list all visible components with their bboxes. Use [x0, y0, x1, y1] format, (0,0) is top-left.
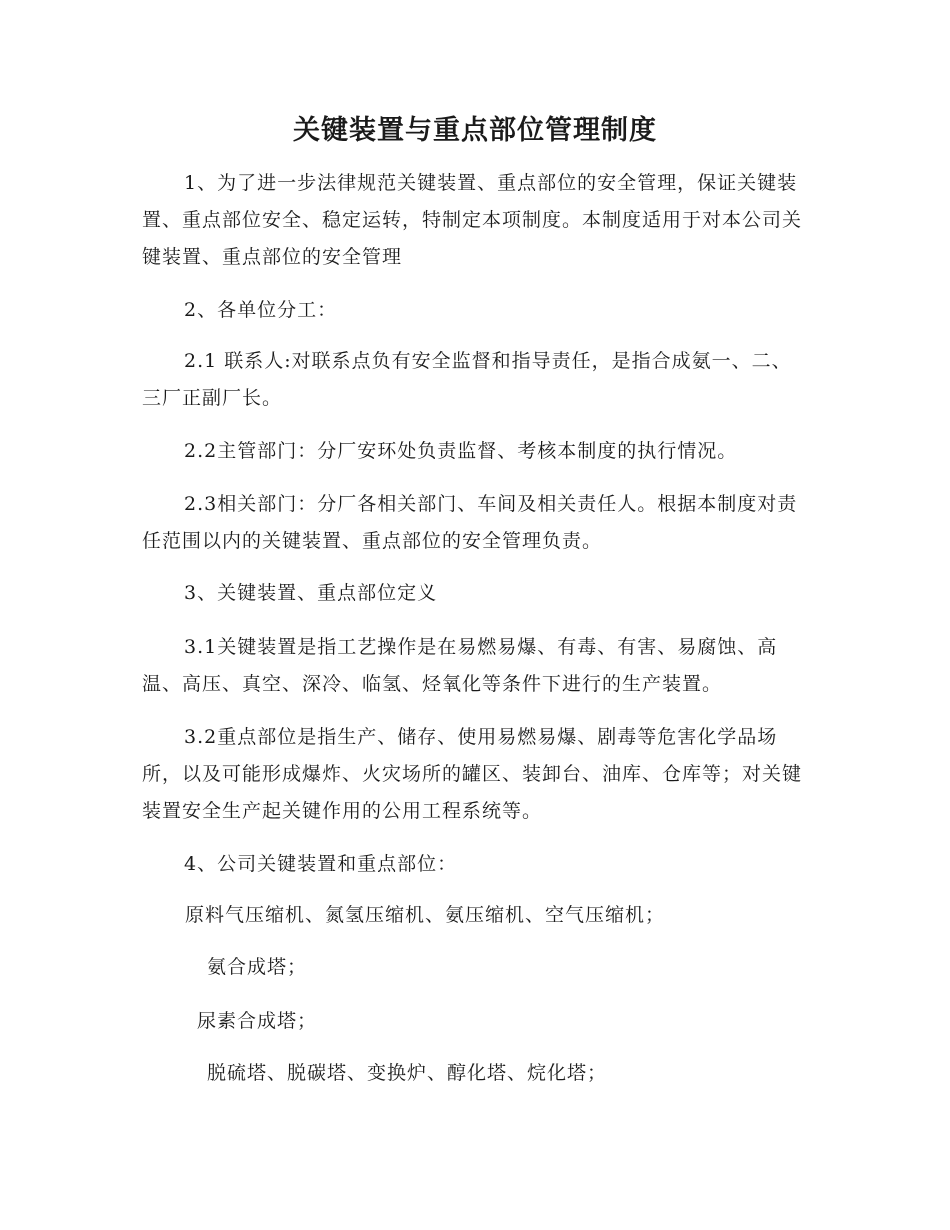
paragraph-3-1: 3.1关键装置是指工艺操作是在易燃易爆、有毒、有害、易腐蚀、高温、高压、真空、深冷、临氢、烃氧化等条件下进行的生产装置。 — [142, 636, 778, 695]
list-item-ammonia-synthesis-tower: 氨合成塔； — [207, 956, 308, 978]
list-item-urea-synthesis-tower: 尿素合成塔； — [197, 1010, 318, 1032]
paragraph-3: 3、关键装置、重点部位定义 — [184, 582, 438, 604]
list-item-towers-furnace: 脱硫塔、脱碳塔、变换炉、醇化塔、烷化塔； — [207, 1062, 608, 1084]
paragraph-3-2: 3.2重点部位是指生产、储存、使用易燃易爆、剧毒等危害化学品场所，以及可能形成爆炸、火灾场所的罐区、装卸台、油库、仓库等；对关键装置安全生产起关键作用的公用工程系统等。 — [142, 726, 803, 822]
paragraph-2-1: 2.1 联系人:对联系点负有安全监督和指导责任，是指合成氨一、二、三厂正副厂长。 — [142, 350, 792, 409]
paragraph-2-3: 2.3相关部门：分厂各相关部门、车间及相关责任人。根据本制度对责任范围以内的关键装置、重点部位的安全管理负责。 — [142, 493, 798, 552]
paragraph-2: 2、各单位分工： — [184, 299, 338, 321]
document-title: 关键装置与重点部位管理制度 — [293, 115, 657, 146]
list-item-compressors: 原料气压缩机、氮氢压缩机、氨压缩机、空气压缩机； — [185, 904, 666, 926]
paragraph-2-2: 2.2主管部门：分厂安环处负责监督、考核本制度的执行情况。 — [184, 440, 738, 462]
paragraph-1: 1、为了进一步法律规范关键装置、重点部位的安全管理，保证关键装置、重点部位安全、稳定运转，特制定本项制度。本制度适用于对本公司关键装置、重点部位的安全管理 — [142, 172, 803, 268]
paragraph-4: 4、公司关键装置和重点部位： — [184, 853, 458, 875]
